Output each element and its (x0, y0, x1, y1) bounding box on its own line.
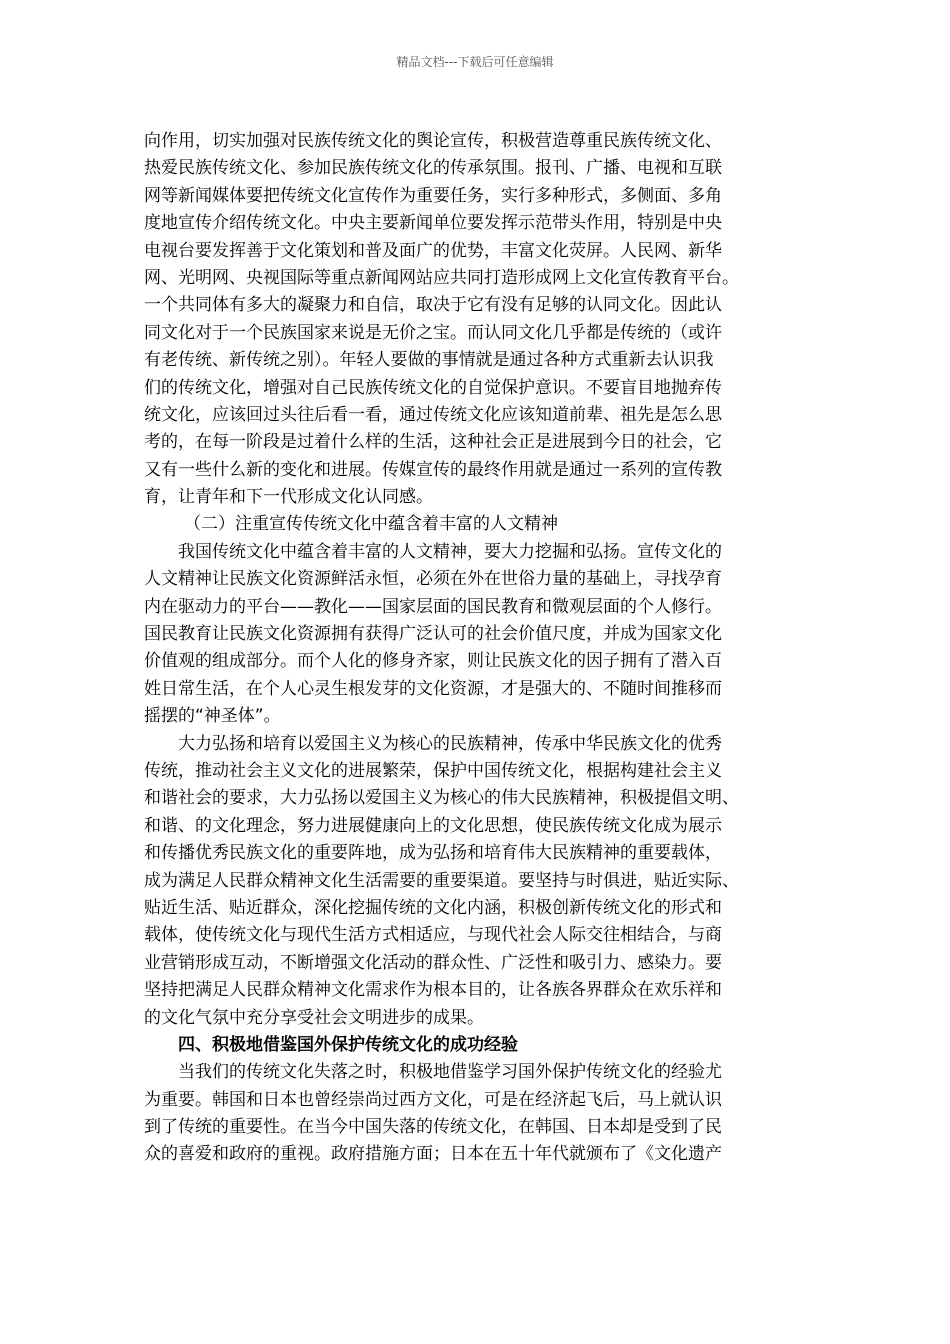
text-line: 和传播优秀民族文化的重要阵地，成为弘扬和培育伟大民族精神的重要载体， (144, 843, 722, 864)
text-line: 统文化，应该回过头往后看一看，通过传统文化应该知道前辈、祖先是怎么思 (144, 404, 722, 425)
text-line: 贴近生活、贴近群众，深化挖掘传统的文化内涵，积极创新传统文化的形式和 (144, 897, 722, 918)
text-line: 坚持把满足人民群众精神文化需求作为根本目的，让各族各界群众在欢乐祥和 (144, 980, 722, 1001)
text-line: 当我们的传统文化失落之时，积极地借鉴学习国外保护传统文化的经验尤 (178, 1062, 722, 1083)
text-line: 业营销形成互动，不断增强文化活动的群众性、广泛性和吸引力、感染力。要 (144, 952, 722, 973)
text-line: 众的喜爱和政府的重视。政府措施方面；日本在五十年代就颁布了《文化遗产 (144, 1144, 722, 1165)
text-line: 人文精神让民族文化资源鲜活永恒，必须在外在世俗力量的基础上，寻找孕育 (144, 569, 722, 590)
text-line: 又有一些什么新的变化和进展。传媒宣传的最终作用就是通过一系列的宣传教 (144, 459, 722, 480)
text-line: 的文化气氛中充分享受社会文明进步的成果。 (144, 1007, 484, 1028)
text-line: 传统，推动社会主义文化的进展繁荣，保护中国传统文化，根据构建社会主义 (144, 760, 722, 781)
text-line: 热爱民族传统文化、参加民族传统文化的传承氛围。报刊、广播、电视和互联 (144, 158, 722, 179)
text-line: 价值观的组成部分。而个人化的修身齐家，则让民族文化的因子拥有了潜入百 (144, 651, 722, 672)
section-heading: 四、积极地借鉴国外保护传统文化的成功经验 (178, 1034, 518, 1055)
text-line: 姓日常生活，在个人心灵生根发芽的文化资源，才是强大的、不随时间推移而 (144, 678, 722, 699)
text-line: 同文化对于一个民族国家来说是无价之宝。而认同文化几乎都是传统的（或许 (144, 322, 722, 343)
subsection-heading: （二）注重宣传传统文化中蕴含着丰富的人文精神 (184, 514, 558, 535)
text-line: 到了传统的重要性。在当今中国失落的传统文化，在韩国、日本却是受到了民 (144, 1117, 722, 1138)
text-line: 度地宣传介绍传统文化。中央主要新闻单位要发挥示范带头作用，特别是中央 (144, 213, 722, 234)
document-body (144, 128, 814, 1169)
text-line: 电视台要发挥善于文化策划和普及面广的优势，丰富文化荧屏。人民网、新华 (144, 240, 722, 261)
text-line: 一个共同体有多大的凝聚力和自信，取决于它有没有足够的认同文化。因此认 (144, 295, 722, 316)
text-line: 为重要。韩国和日本也曾经崇尚过西方文化，可是在经济起飞后，马上就认识 (144, 1089, 722, 1110)
text-line: 成为满足人民群众精神文化生活需要的重要渠道。要坚持与时俱进，贴近实际、 (144, 870, 739, 891)
text-line: 网、光明网、央视国际等重点新闻网站应共同打造形成网上文化宣传教育平台。 (144, 267, 739, 288)
text-line: 国民教育让民族文化资源拥有获得广泛认可的社会价值尺度，并成为国家文化 (144, 624, 722, 645)
text-line: 我国传统文化中蕴含着丰富的人文精神，要大力挖掘和弘扬。宣传文化的 (178, 541, 722, 562)
text-line: 考的，在每一阶段是过着什么样的生活，这种社会正是进展到今日的社会，它 (144, 432, 722, 453)
text-line: 们的传统文化，增强对自己民族传统文化的自觉保护意识。不要盲目地抛弃传 (144, 377, 722, 398)
text-line: 内在驱动力的平台——教化——国家层面的国民教育和微观层面的个人修行。 (144, 596, 722, 617)
text-line: 载体，使传统文化与现代生活方式相适应，与现代社会人际交往相结合，与商 (144, 925, 722, 946)
text-line: 有老传统、新传统之别）。年轻人要做的事情就是通过各种方式重新去认识我 (144, 350, 714, 371)
text-line: 育，让青年和下一代形成文化认同感。 (144, 487, 433, 508)
text-line: 摇摆的“神圣体”。 (144, 706, 281, 727)
page-header: 精品文档---下载后可任意编辑 (396, 55, 554, 69)
text-line: 大力弘扬和培育以爱国主义为核心的民族精神，传承中华民族文化的优秀 (178, 733, 722, 754)
text-line: 向作用，切实加强对民族传统文化的舆论宣传，积极营造尊重民族传统文化、 (144, 131, 722, 151)
text-line: 网等新闻媒体要把传统文化宣传作为重要任务，实行多种形式，多侧面、多角 (144, 185, 722, 206)
text-line: 和谐、的文化理念，努力进展健康向上的文化思想，使民族传统文化成为展示 (144, 815, 722, 836)
text-line: 和谐社会的要求，大力弘扬以爱国主义为核心的伟大民族精神，积极提倡文明、 (144, 788, 739, 809)
